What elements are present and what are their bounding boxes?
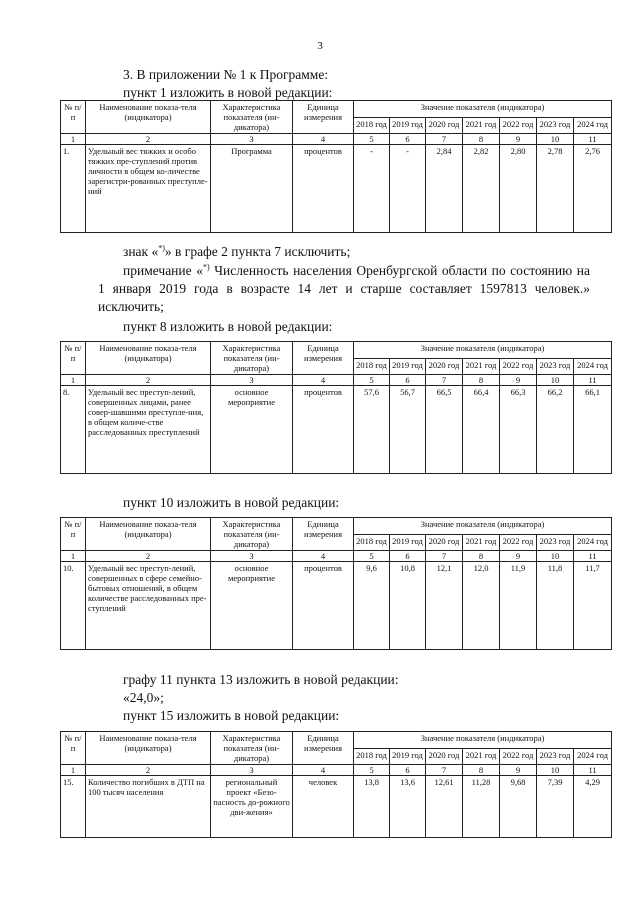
col-number: 8 bbox=[463, 134, 500, 145]
col-number: 3 bbox=[211, 134, 293, 145]
header-year: 2023 год bbox=[537, 534, 574, 551]
header-num: № п/п bbox=[61, 732, 86, 765]
point8-line: пункт 8 изложить в новой редакции: bbox=[123, 319, 333, 334]
point15-line: пункт 15 изложить в новой редакции: bbox=[123, 708, 340, 723]
col-number: 2 bbox=[86, 765, 211, 776]
row-value: 9,68 bbox=[500, 776, 537, 838]
intro-line-2: пункт 1 изложить в новой редакции: bbox=[123, 85, 333, 100]
col-number: 7 bbox=[426, 551, 463, 562]
row-name: Количество погибших в ДТП на 100 тысяч населения bbox=[86, 776, 211, 838]
header-unit: Единица измерения bbox=[293, 518, 354, 551]
indicator-table-8 bbox=[60, 341, 612, 474]
header-year: 2021 год bbox=[463, 358, 500, 375]
col-number: 4 bbox=[293, 551, 354, 562]
indicator-table-15 bbox=[60, 731, 612, 838]
row-value: 2,78 bbox=[537, 145, 574, 233]
col-number: 10 bbox=[537, 375, 574, 386]
col-number: 6 bbox=[390, 134, 426, 145]
header-year: 2020 год bbox=[426, 534, 463, 551]
row-value: 11,8 bbox=[537, 562, 574, 650]
row-value: 12,61 bbox=[426, 776, 463, 838]
col-number: 5 bbox=[354, 375, 390, 386]
header-name: Наименование показа-теля (индикатора) bbox=[86, 342, 211, 375]
header-year: 2021 год bbox=[463, 748, 500, 765]
col-number: 10 bbox=[537, 765, 574, 776]
row-num: 10. bbox=[61, 562, 86, 650]
sign-exclusion-line: знак «*)» в графе 2 пункта 7 исключить; bbox=[123, 243, 351, 259]
header-year: 2023 год bbox=[537, 748, 574, 765]
note-exclusion-paragraph: примечание «*) Численность населения Оренбургской области по состоянию на 1 января 2019 года в возрасте 14 лет и старше составляет 1597813 человек.» исключить; bbox=[98, 262, 590, 314]
row-name: Удельный вес преступ-лений, совершенных лицами, ранее совер-шавшими преступле-ния, в общем количе-стве расследованных преступлений bbox=[86, 386, 211, 474]
col-number: 1 bbox=[61, 134, 86, 145]
col-number: 9 bbox=[500, 765, 537, 776]
header-characteristic: Характеристика показателя (ин-дикатора) bbox=[211, 342, 293, 375]
row-value: - bbox=[354, 145, 390, 233]
header-unit: Единица измерения bbox=[293, 342, 354, 375]
col-number: 4 bbox=[293, 134, 354, 145]
col-number: 8 bbox=[463, 375, 500, 386]
header-name: Наименование показа-теля (индикатора) bbox=[86, 732, 211, 765]
col-number: 7 bbox=[426, 134, 463, 145]
row-value: 66,2 bbox=[537, 386, 574, 474]
header-year: 2024 год bbox=[574, 534, 612, 551]
row-value: 66,3 bbox=[500, 386, 537, 474]
row-num: 1. bbox=[61, 145, 86, 233]
col-number: 8 bbox=[463, 765, 500, 776]
row-unit: процентов bbox=[293, 145, 354, 233]
col-number: 3 bbox=[211, 551, 293, 562]
header-year: 2020 год bbox=[426, 117, 463, 134]
row-value: 7,39 bbox=[537, 776, 574, 838]
row-value: 2,80 bbox=[500, 145, 537, 233]
indicator-table-1 bbox=[60, 100, 612, 233]
col-number: 4 bbox=[293, 765, 354, 776]
col-number: 4 bbox=[293, 375, 354, 386]
header-num: № п/п bbox=[61, 518, 86, 551]
row-value: 56,7 bbox=[390, 386, 426, 474]
header-num: № п/п bbox=[61, 342, 86, 375]
col-number: 9 bbox=[500, 551, 537, 562]
row-value: 12,1 bbox=[426, 562, 463, 650]
col-number: 10 bbox=[537, 134, 574, 145]
col-number: 3 bbox=[211, 765, 293, 776]
col-number: 1 bbox=[61, 375, 86, 386]
header-year: 2019 год bbox=[390, 117, 426, 134]
col-number: 6 bbox=[390, 765, 426, 776]
col-number: 5 bbox=[354, 765, 390, 776]
header-year: 2018 год bbox=[354, 117, 390, 134]
col-number: 5 bbox=[354, 551, 390, 562]
row-num: 15. bbox=[61, 776, 86, 838]
header-name: Наименование показа-теля (индикатора) bbox=[86, 101, 211, 134]
col-number: 7 bbox=[426, 375, 463, 386]
row-value: 11,9 bbox=[500, 562, 537, 650]
col-number: 9 bbox=[500, 134, 537, 145]
header-characteristic: Характеристика показателя (ин-дикатора) bbox=[211, 732, 293, 765]
row-characteristic: Программа bbox=[211, 145, 293, 233]
row-unit: процентов bbox=[293, 386, 354, 474]
header-year: 2021 год bbox=[463, 117, 500, 134]
row-unit: человек bbox=[293, 776, 354, 838]
col-number: 11 bbox=[574, 375, 612, 386]
header-year: 2019 год bbox=[390, 748, 426, 765]
row-value: 9,6 bbox=[354, 562, 390, 650]
row-characteristic: основное мероприятие bbox=[211, 386, 293, 474]
header-value: Значение показателя (индикатора) bbox=[354, 518, 612, 535]
col-number: 6 bbox=[390, 375, 426, 386]
header-year: 2024 год bbox=[574, 358, 612, 375]
row-value: 13,8 bbox=[354, 776, 390, 838]
col-number: 11 bbox=[574, 551, 612, 562]
col-number: 2 bbox=[86, 134, 211, 145]
row-value: 66,1 bbox=[574, 386, 612, 474]
header-characteristic: Характеристика показателя (ин-дикатора) bbox=[211, 518, 293, 551]
col-number: 1 bbox=[61, 551, 86, 562]
col-number: 2 bbox=[86, 375, 211, 386]
col-number: 1 bbox=[61, 765, 86, 776]
header-year: 2022 год bbox=[500, 117, 537, 134]
row-value: 66,4 bbox=[463, 386, 500, 474]
header-year: 2022 год bbox=[500, 358, 537, 375]
header-year: 2018 год bbox=[354, 748, 390, 765]
header-year: 2022 год bbox=[500, 748, 537, 765]
col-number: 2 bbox=[86, 551, 211, 562]
graph11-line: графу 11 пункта 13 изложить в новой редакции: bbox=[123, 672, 399, 687]
header-year: 2018 год bbox=[354, 358, 390, 375]
point10-line: пункт 10 изложить в новой редакции: bbox=[123, 495, 340, 510]
header-year: 2019 год bbox=[390, 358, 426, 375]
header-year: 2020 год bbox=[426, 748, 463, 765]
row-characteristic: основное мероприятие bbox=[211, 562, 293, 650]
col-number: 6 bbox=[390, 551, 426, 562]
col-number: 9 bbox=[500, 375, 537, 386]
row-characteristic: региональный проект «Безо-пасность до-рожного дви-жения» bbox=[211, 776, 293, 838]
header-year: 2022 год bbox=[500, 534, 537, 551]
header-value: Значение показателя (индикатора) bbox=[354, 732, 612, 749]
col-number: 3 bbox=[211, 375, 293, 386]
row-value: 11,28 bbox=[463, 776, 500, 838]
graph11-value-line: «24,0»; bbox=[123, 690, 164, 705]
row-value: 4,29 bbox=[574, 776, 612, 838]
row-name: Удельный вес тяжких и особо тяжких пре-ступлений против личности в общем ко-личестве зарегистри-рованных преступле-ний bbox=[86, 145, 211, 233]
header-year: 2020 год bbox=[426, 358, 463, 375]
intro-line-1: 3. В приложении № 1 к Программе: bbox=[123, 67, 329, 82]
col-number: 5 bbox=[354, 134, 390, 145]
header-num: № п/п bbox=[61, 101, 86, 134]
row-value: 10,8 bbox=[390, 562, 426, 650]
header-unit: Единица измерения bbox=[293, 732, 354, 765]
header-year: 2024 год bbox=[574, 117, 612, 134]
header-value: Значение показателя (индикатора) bbox=[354, 101, 612, 118]
row-value: 11,7 bbox=[574, 562, 612, 650]
header-year: 2019 год bbox=[390, 534, 426, 551]
header-value: Значение показателя (индикатора) bbox=[354, 342, 612, 359]
header-year: 2023 год bbox=[537, 117, 574, 134]
row-num: 8. bbox=[61, 386, 86, 474]
indicator-table-10 bbox=[60, 517, 612, 650]
header-year: 2021 год bbox=[463, 534, 500, 551]
row-value: 13,6 bbox=[390, 776, 426, 838]
header-year: 2023 год bbox=[537, 358, 574, 375]
col-number: 11 bbox=[574, 134, 612, 145]
row-value: 2,76 bbox=[574, 145, 612, 233]
header-name: Наименование показа-теля (индикатора) bbox=[86, 518, 211, 551]
col-number: 8 bbox=[463, 551, 500, 562]
row-name: Удельный вес преступ-лений, совершенных в сфере семейно-бытовых отношений, в общем количестве расследованных пре-ступлений bbox=[86, 562, 211, 650]
row-value: 2,82 bbox=[463, 145, 500, 233]
row-value: 12,0 bbox=[463, 562, 500, 650]
header-year: 2018 год bbox=[354, 534, 390, 551]
header-unit: Единица измерения bbox=[293, 101, 354, 134]
col-number: 10 bbox=[537, 551, 574, 562]
page-number: 3 bbox=[317, 40, 323, 52]
row-value: 57,6 bbox=[354, 386, 390, 474]
header-characteristic: Характеристика показателя (ин-дикатора) bbox=[211, 101, 293, 134]
header-year: 2024 год bbox=[574, 748, 612, 765]
row-unit: процентов bbox=[293, 562, 354, 650]
row-value: - bbox=[390, 145, 426, 233]
col-number: 7 bbox=[426, 765, 463, 776]
col-number: 11 bbox=[574, 765, 612, 776]
row-value: 66,5 bbox=[426, 386, 463, 474]
row-value: 2,84 bbox=[426, 145, 463, 233]
